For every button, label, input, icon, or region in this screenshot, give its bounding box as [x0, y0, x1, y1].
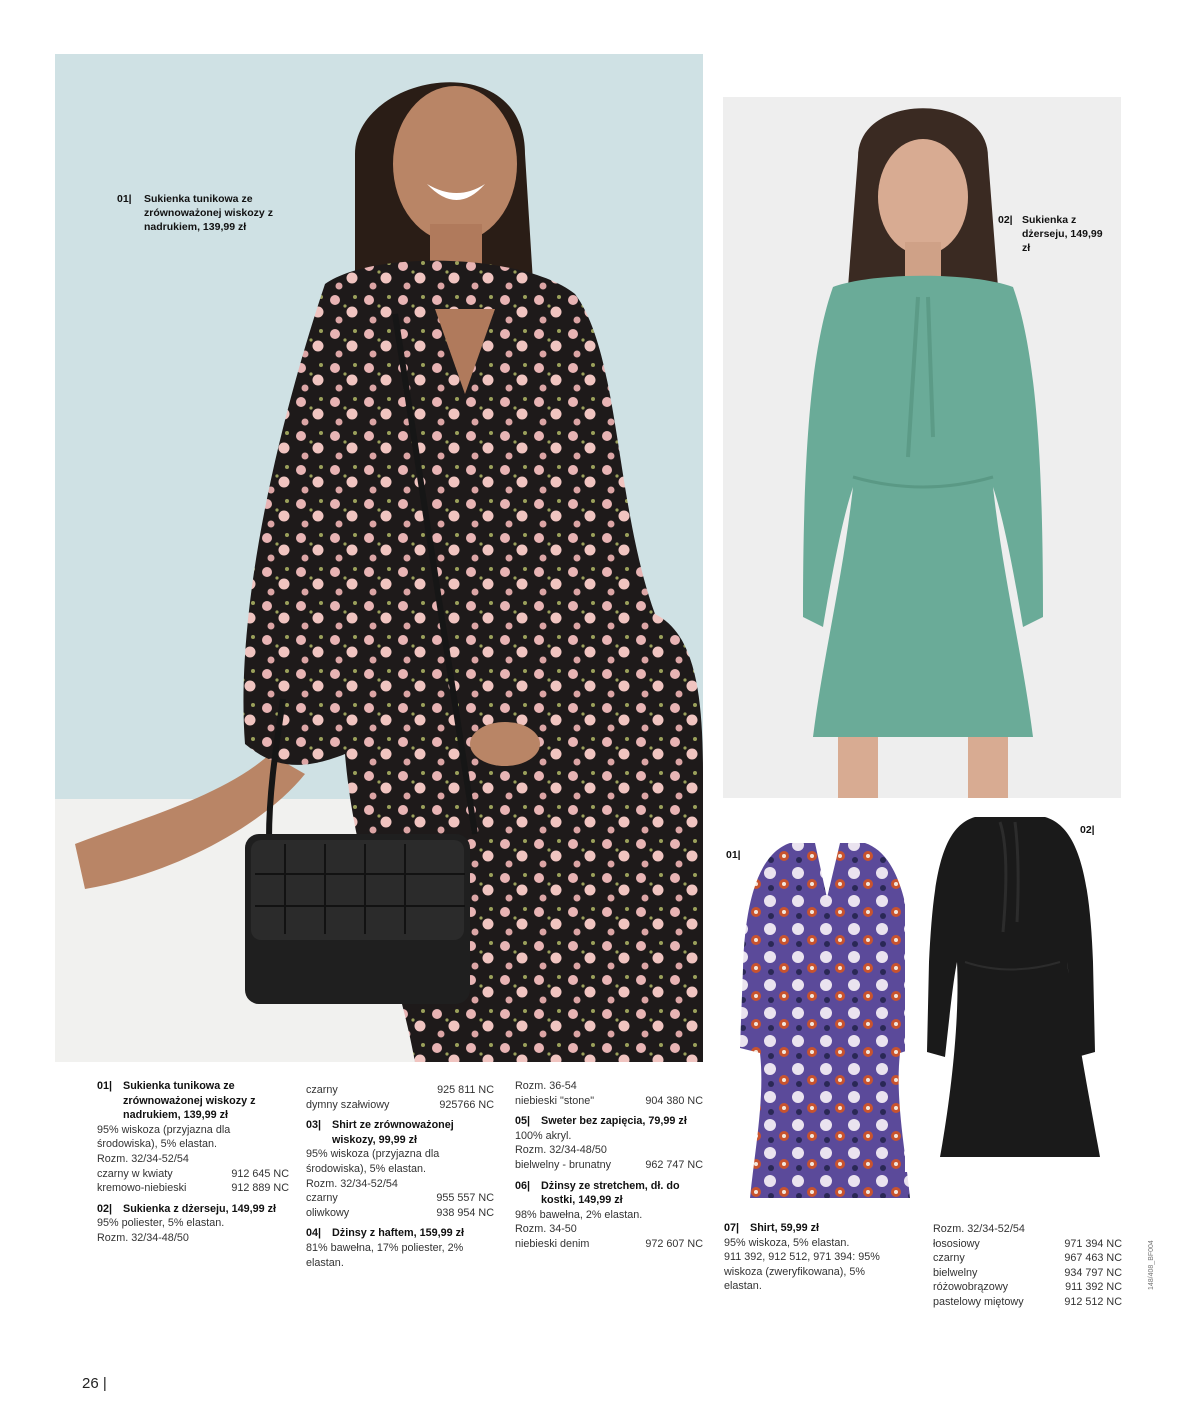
variant-code: 911 392 NC: [1065, 1281, 1122, 1294]
variant-continuation: [306, 1083, 494, 1112]
product-title: Sweter bez zapięcia, 79,99 zł: [541, 1115, 687, 1128]
variant-code: 912 512 NC: [1064, 1295, 1122, 1308]
product-material: 95% wiskoza (przyjazna dla środowiska), 5% elastan.: [97, 1123, 231, 1151]
product-sizes: Rozm. 32/34-52/54: [933, 1223, 1025, 1235]
product-column-4: [724, 1221, 902, 1300]
variant-row: [933, 1295, 1122, 1310]
callout-text: Sukienka z dżerseju, 149,99 zł: [1022, 214, 1103, 254]
product-number: 01|: [97, 1080, 113, 1092]
variant-row: [306, 1098, 494, 1113]
variant-row: [97, 1181, 289, 1196]
variant-row: [306, 1206, 494, 1221]
variant-name: bielwelny - brunatny: [515, 1158, 612, 1171]
black-dress-photo: [905, 812, 1115, 1172]
paisley-dress-photo: [735, 838, 920, 1208]
black-dress-image: [905, 812, 1115, 1172]
variant-name: czarny w kwiaty: [97, 1167, 173, 1180]
variant-name: pastelowy miętowy: [933, 1295, 1024, 1308]
variant-name: niebieski "stone": [515, 1094, 595, 1107]
callout-text: Sukienka tunikowa ze zrównoważonej wiskozy z nadrukiem, 139,99 zł: [144, 193, 273, 233]
product-number: 03|: [306, 1119, 322, 1132]
green-dress-photo: [723, 97, 1121, 798]
variant-row: [515, 1094, 703, 1109]
product-heading: [515, 1114, 703, 1129]
product-note: 911 392, 912 512, 971 394: 95% wiskoza (zweryfikowana), 5% elastan.: [724, 1251, 880, 1293]
variant-code: 938 954 NC: [436, 1206, 494, 1219]
variant-code: 925766 NC: [439, 1098, 494, 1111]
product-material: 100% akryl.: [515, 1129, 572, 1142]
variant-name: czarny: [933, 1252, 965, 1265]
variant-continuation: [515, 1079, 703, 1108]
product-heading: [306, 1118, 494, 1147]
page-number: 26 |: [82, 1375, 107, 1392]
variant-name: łososiowy: [933, 1237, 980, 1250]
product-heading: [515, 1179, 703, 1208]
product-number: 07|: [724, 1222, 740, 1234]
product-heading: [97, 1079, 289, 1123]
variant-code: 912 889 NC: [231, 1182, 289, 1195]
variant-name: różowobrązowy: [933, 1281, 1009, 1294]
product-sizes: Rozm. 32/34-52/54: [306, 1177, 398, 1190]
product-number: 06|: [515, 1179, 531, 1192]
variant-code: 904 380 NC: [645, 1094, 703, 1107]
product-title: Dżinsy ze stretchem, dł. do kostki, 149,99 zł: [541, 1179, 680, 1207]
product-sizes: Rozm. 34-50: [515, 1223, 577, 1236]
variant-code: 967 463 NC: [1064, 1252, 1122, 1265]
product-title: Dżinsy z haftem, 159,99 zł: [332, 1227, 465, 1240]
product-title: Shirt, 59,99 zł: [750, 1222, 820, 1234]
product-sizes: Rozm. 32/34-52/54: [97, 1152, 189, 1165]
product-column-1: [97, 1079, 289, 1252]
product-heading: [724, 1221, 902, 1236]
variant-name: dymny szałwiowy: [306, 1098, 390, 1111]
callout-number: 02|: [998, 214, 1013, 226]
variant-row: [306, 1191, 494, 1206]
variant-code: 962 747 NC: [645, 1158, 703, 1171]
product-column-3: [515, 1079, 703, 1258]
variant-row: [933, 1237, 1122, 1252]
product-material: 95% wiskoza, 5% elastan.: [724, 1236, 850, 1249]
product-heading: [306, 1226, 494, 1241]
variant-row: [933, 1280, 1122, 1295]
variant-row: [515, 1158, 703, 1173]
product-column-2: [306, 1083, 494, 1276]
photo-tag-02: 02|: [1080, 824, 1095, 836]
variant-name: kremowo-niebieski: [97, 1182, 187, 1195]
paisley-dress-image: [735, 838, 920, 1208]
product-title: Sukienka z dżerseju, 149,99 zł: [123, 1202, 277, 1215]
variant-code: 912 645 NC: [231, 1167, 289, 1180]
variant-code: 972 607 NC: [645, 1237, 703, 1250]
variant-row: [933, 1266, 1122, 1281]
product-entry-06: [515, 1179, 703, 1252]
product-number: 05|: [515, 1115, 531, 1128]
variant-code: 934 797 NC: [1064, 1266, 1122, 1279]
photo-tag-01: 01|: [726, 849, 741, 861]
product-heading: [97, 1202, 289, 1217]
variant-name: czarny: [306, 1084, 338, 1096]
variant-row: [306, 1083, 494, 1098]
product-title: Sukienka tunikowa ze zrównoważonej wiskozy z nadrukiem, 139,99 zł: [123, 1080, 256, 1122]
callout-item-02: [998, 213, 1108, 255]
product-material: 95% wiskoza (przyjazna dla środowiska), 5% elastan.: [306, 1148, 440, 1175]
product-entry-05: [515, 1114, 703, 1172]
product-title: Shirt ze zrównoważonej wiskozy, 99,99 zł: [332, 1119, 454, 1146]
variant-name: niebieski denim: [515, 1237, 590, 1250]
product-number: 04|: [306, 1227, 322, 1240]
variant-row: [933, 1251, 1122, 1266]
callout-item-01: [117, 192, 277, 234]
product-entry-07: [724, 1221, 902, 1294]
product-entry-02: [97, 1202, 289, 1246]
variant-code: 925 811 NC: [437, 1084, 494, 1096]
callout-number: 01|: [117, 193, 132, 205]
product-material: 98% bawełna, 2% elastan.: [515, 1208, 643, 1221]
product-material: 81% bawełna, 17% poliester, 2% elastan.: [306, 1241, 464, 1269]
product-material: 95% poliester, 5% elastan.: [97, 1217, 225, 1230]
green-dress-model-image: [723, 97, 1121, 798]
product-number: 02|: [97, 1202, 113, 1215]
product-entry-01: [97, 1079, 289, 1196]
variant-row: [515, 1237, 703, 1252]
product-column-5: [933, 1222, 1122, 1310]
product-entry-03: [306, 1118, 494, 1220]
product-sizes: Rozm. 36-54: [515, 1080, 577, 1092]
variant-name: oliwkowy: [306, 1206, 350, 1219]
variant-code: 971 394 NC: [1064, 1237, 1122, 1250]
product-entry-04: [306, 1226, 494, 1270]
product-sizes: Rozm. 32/34-48/50: [515, 1144, 607, 1157]
variant-code: 955 557 NC: [436, 1192, 494, 1205]
variant-row: [97, 1167, 289, 1182]
product-sizes: Rozm. 32/34-48/50: [97, 1231, 189, 1244]
variant-name: bielwelny: [933, 1266, 978, 1279]
variant-name: czarny: [306, 1192, 338, 1205]
page-code: 148/408_BF004: [1148, 1240, 1155, 1290]
